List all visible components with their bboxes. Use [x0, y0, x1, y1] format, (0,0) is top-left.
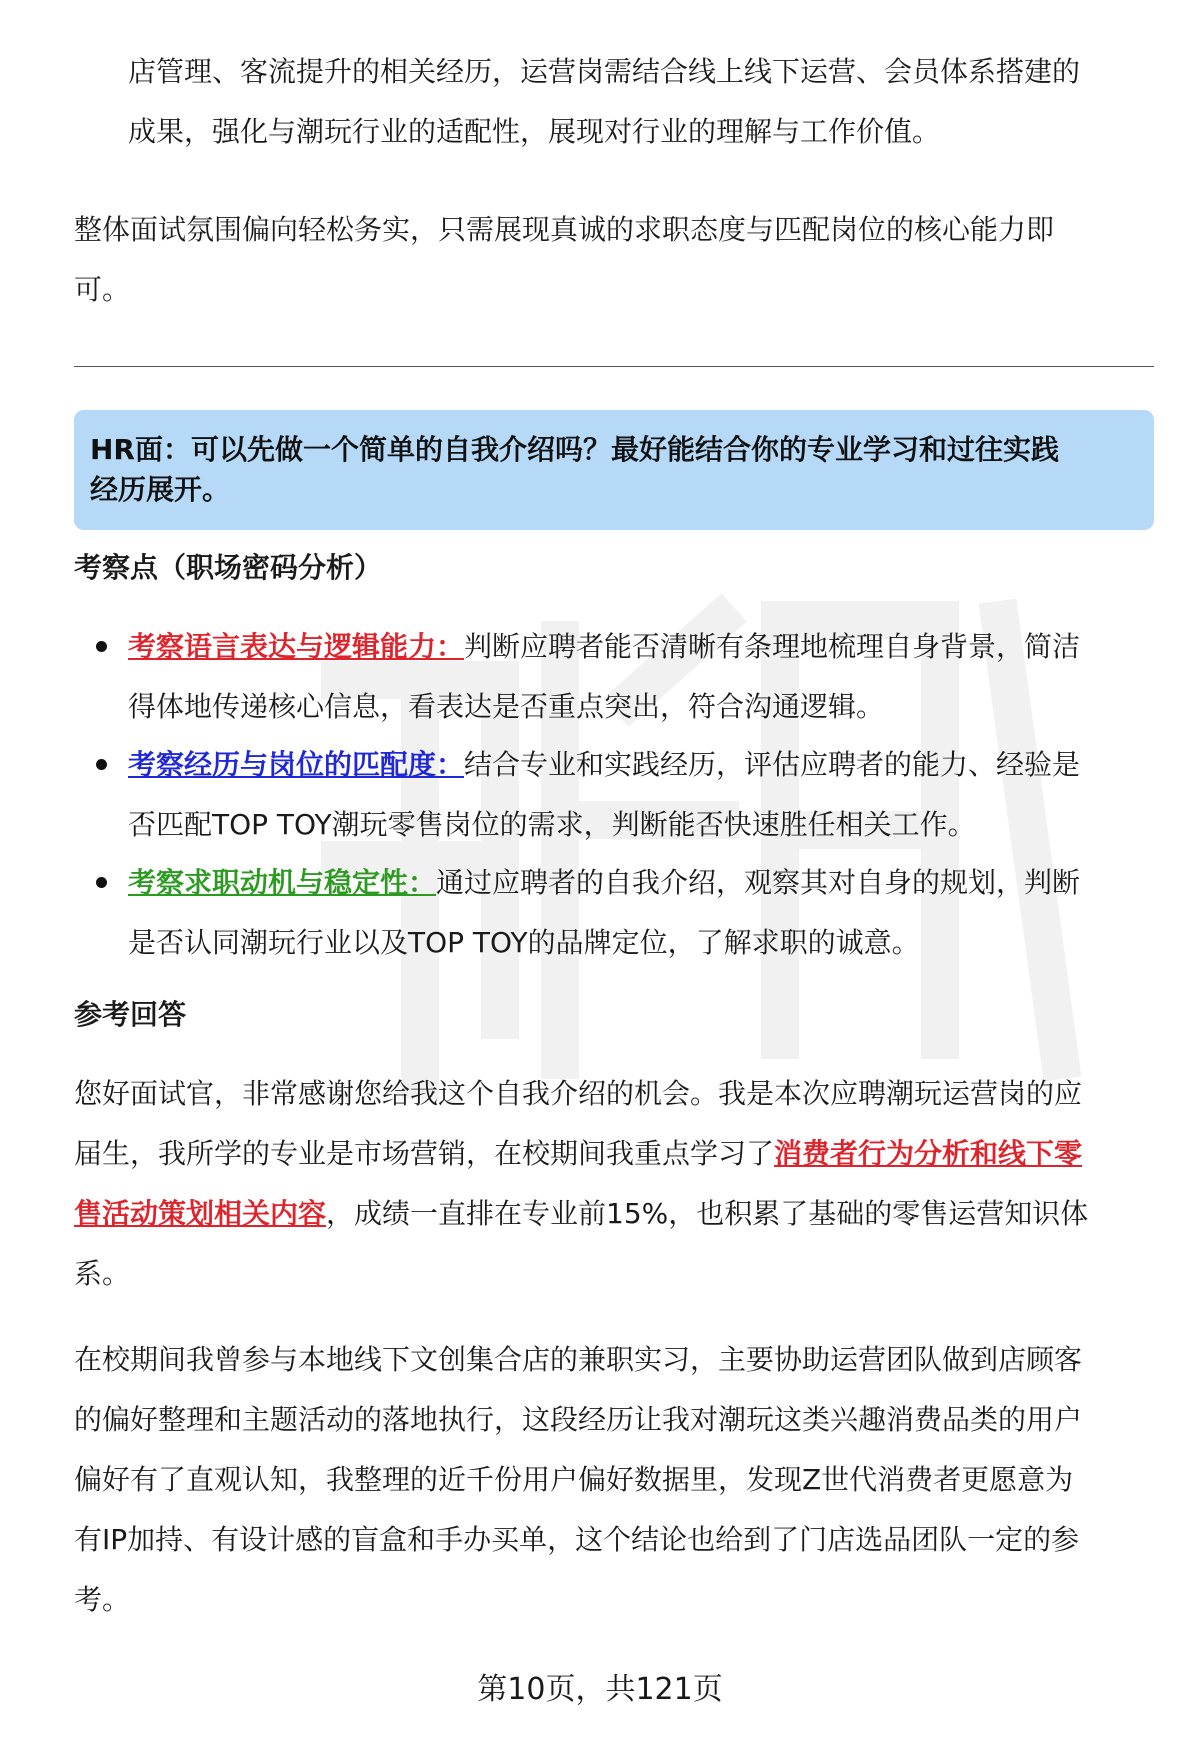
- point-item-2: [128, 735, 1154, 855]
- answer-1-line-3: [74, 1184, 1154, 1244]
- answer-heading: 参考回答: [74, 998, 187, 1031]
- bullet-dot: [96, 641, 107, 652]
- section-divider: [74, 366, 1154, 367]
- point-3-line-1: [128, 853, 1154, 913]
- point-3-label: 考察求职动机与稳定性：: [128, 866, 437, 899]
- answer-1-line-2-text: 届生，我所学的专业是市场营销，在校期间我重点学习了: [74, 1137, 775, 1170]
- answer-1-highlight-b: 售活动策划相关内容: [74, 1197, 327, 1230]
- point-2-label: 考察经历与岗位的匹配度：: [128, 748, 465, 781]
- summary-paragraph: [74, 200, 1154, 320]
- point-3-line-2: 是否认同潮玩行业以及TOP TOY的品牌定位，了解求职的诚意。: [128, 926, 920, 959]
- point-item-1: [128, 617, 1154, 737]
- point-1-label: 考察语言表达与逻辑能力：: [128, 630, 465, 663]
- bullet-dot: [96, 877, 107, 888]
- answer-2-line-4: 有IP加持、有设计感的盲盒和手办买单，这个结论也给到了门店选品团队一定的参: [74, 1523, 1080, 1556]
- point-1-line-1: [128, 617, 1154, 677]
- intro-paragraph: [128, 42, 1154, 162]
- point-2-text: 结合专业和实践经历，评估应聘者的能力、经验是: [464, 748, 1081, 781]
- intro-line-1: 店管理、客流提升的相关经历，运营岗需结合线上线下运营、会员体系搭建的: [128, 55, 1081, 88]
- answer-paragraph-2: [74, 1330, 1154, 1630]
- answer-2-line-3: 偏好有了直观认知，我整理的近千份用户偏好数据里，发现Z世代消费者更愿意为: [74, 1463, 1074, 1496]
- answer-1-line-2: [74, 1124, 1154, 1184]
- intro-line-2: 成果，强化与潮玩行业的适配性，展现对行业的理解与工作价值。: [128, 115, 941, 148]
- bullet-dot: [96, 759, 107, 770]
- point-2-line-2: 否匹配TOP TOY潮玩零售岗位的需求，判断能否快速胜任相关工作。: [128, 808, 976, 841]
- question-line-2: 经历展开。: [90, 473, 231, 506]
- answer-2-line-2: 的偏好整理和主题活动的落地执行，这段经历让我对潮玩这类兴趣消费品类的用户: [74, 1403, 1083, 1436]
- point-item-3: [128, 853, 1154, 973]
- answer-2-line-5: 考。: [74, 1583, 131, 1616]
- answer-1-line-1: 您好面试官，非常感谢您给我这个自我介绍的机会。我是本次应聘潮玩运营岗的应: [74, 1077, 1083, 1110]
- point-3-text: 通过应聘者的自我介绍，观察其对自身的规划，判断: [436, 866, 1081, 899]
- point-2-line-1: [128, 735, 1154, 795]
- page-footer: 第10页，共121页: [477, 1672, 723, 1707]
- point-1-line-2: 得体地传递核心信息，看表达是否重点突出，符合沟通逻辑。: [128, 690, 885, 723]
- answer-1-line-4: 系。: [74, 1257, 131, 1290]
- answer-2-line-1: 在校期间我曾参与本地线下文创集合店的兼职实习，主要协助运营团队做到店顾客: [74, 1343, 1083, 1376]
- question-line-1: HR面：可以先做一个简单的自我介绍吗？最好能结合你的专业学习和过往实践: [90, 433, 1059, 466]
- question-box: [74, 410, 1154, 530]
- answer-1-line-3-text: ，成绩一直排在专业前15%，也积累了基础的零售运营知识体: [326, 1197, 1089, 1230]
- answer-paragraph-1: [74, 1064, 1154, 1304]
- summary-line-1: 整体面试氛围偏向轻松务实，只需展现真诚的求职态度与匹配岗位的核心能力即: [74, 213, 1055, 246]
- points-heading: 考察点（职场密码分析）: [74, 551, 383, 584]
- point-1-text: 判断应聘者能否清晰有条理地梳理自身背景，简洁: [464, 630, 1081, 663]
- summary-line-2: 可。: [74, 273, 131, 306]
- answer-1-highlight-a: 消费者行为分析和线下零: [774, 1137, 1083, 1170]
